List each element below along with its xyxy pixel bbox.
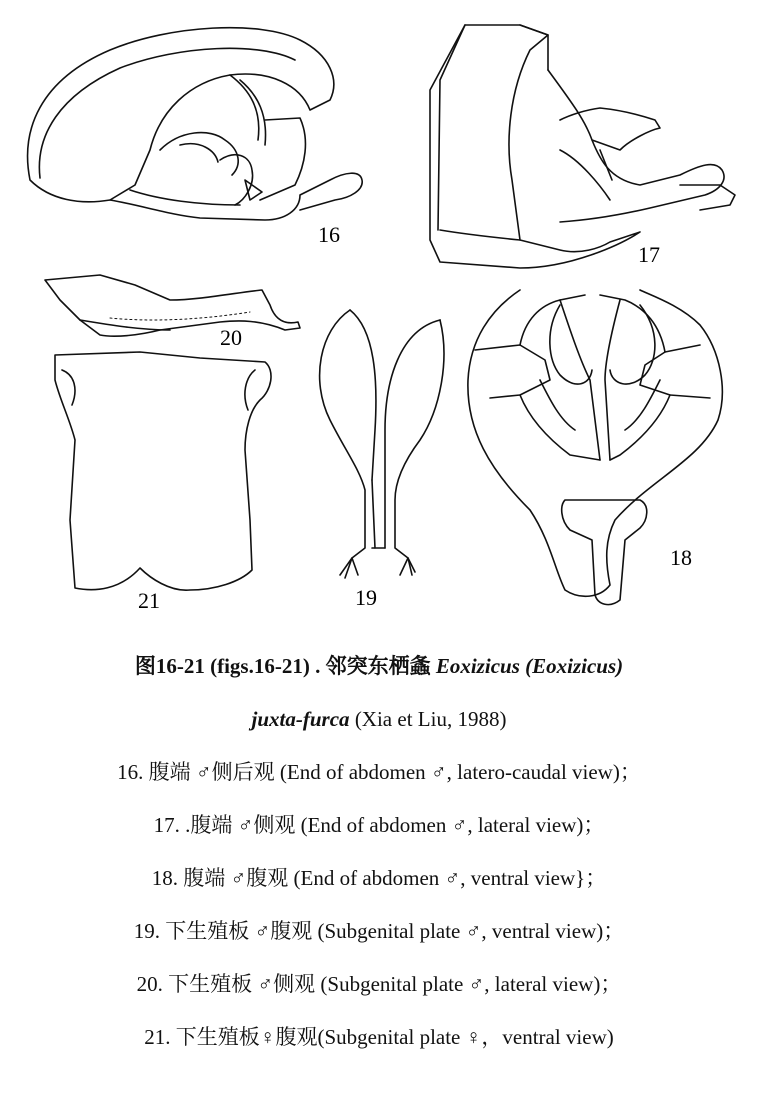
- figure-17-drawing: [430, 25, 735, 268]
- figure-21-label: 21: [138, 588, 160, 613]
- caption-item-19: 19. 下生殖板 ♂腹观 (Subgenital plate ♂, ventral view)；: [133, 919, 625, 943]
- caption-title-line: [0, 640, 758, 693]
- caption-title-prefix: 图16-21 (figs.16-21) . 邻突东栖螽: [134, 654, 431, 678]
- figure-19-label: 19: [355, 585, 377, 610]
- figure-16-drawing: [28, 28, 363, 247]
- caption-genus: Eoxizicus (Eoxizicus): [435, 654, 624, 678]
- figure-19-drawing: [320, 310, 444, 610]
- figure-18-label: 18: [670, 545, 692, 570]
- figure-18-drawing: [468, 290, 722, 605]
- figure-20-label: 20: [220, 325, 242, 350]
- caption-authority: (Xia et Liu, 1988): [349, 707, 507, 731]
- caption-item-21: 21. 下生殖板♀腹观(Subgenital plate ♀，ventral view): [144, 1025, 614, 1049]
- caption-species-line: [0, 693, 758, 746]
- caption-item-16: 16. 腹端 ♂侧后观 (End of abdomen ♂, latero-caudal view)；: [117, 760, 641, 784]
- caption-item-18: 18. 腹端 ♂腹观 (End of abdomen ♂, ventral view}；: [151, 866, 607, 890]
- caption-item-20: 20. 下生殖板 ♂侧观 (Subgenital plate ♂, lateral view)；: [136, 972, 622, 996]
- figure-17-label: 17: [638, 242, 660, 267]
- figure-21-drawing: [55, 352, 271, 613]
- caption-species: juxta-furca: [251, 707, 350, 731]
- figure-20-drawing: [45, 275, 300, 350]
- caption-item-17: 17. .腹端 ♂侧观 (End of abdomen ♂, lateral view)；: [153, 813, 605, 837]
- figure-16-label: 16: [318, 222, 340, 247]
- figure-caption: [0, 640, 758, 1064]
